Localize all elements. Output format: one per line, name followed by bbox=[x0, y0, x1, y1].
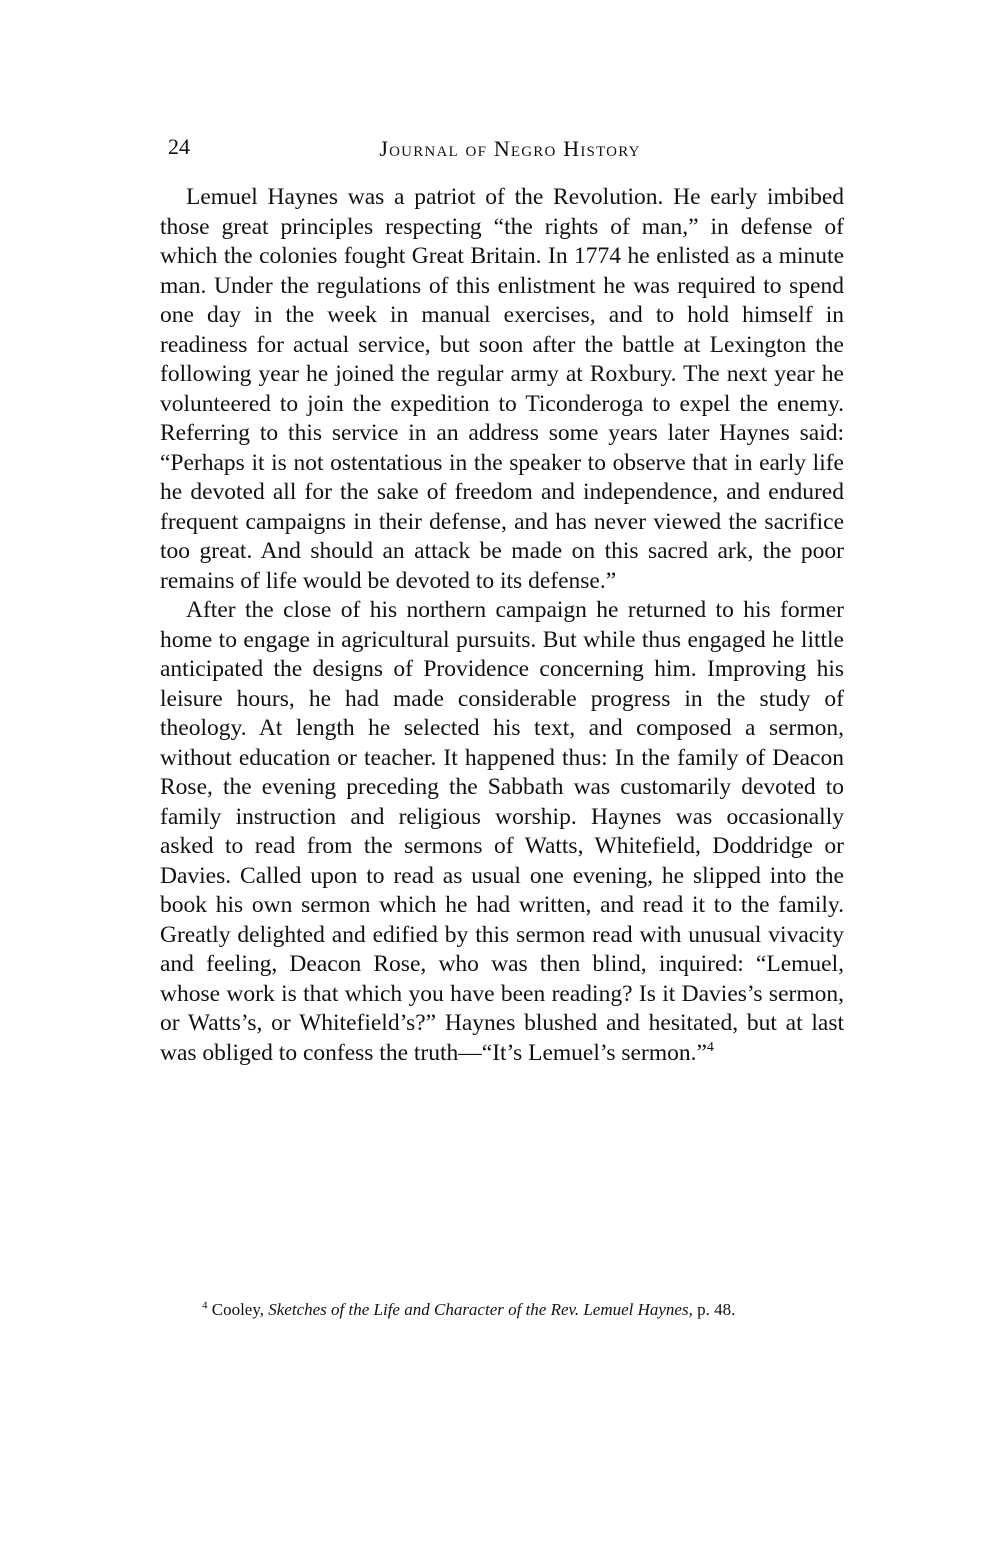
paragraph-1: Lemuel Haynes was a patriot of the Revolution. He early imbibed those great principles respecting “the rights of man,” in defense of which the colonies fought Great Britain. In 1774 he enlisted as a minute man. Under the regulations of this enlistment he was required to spend one day in the week in manual exercises, and to hold himself in readiness for actual service, but soon after the battle at Lexington the following year he joined the regular army at Roxbury. The next year he volunteered to join the expedition to Ticonderoga to expel the enemy. Referring to this service in an address some years later Haynes said: “Perhaps it is not ostentatious in the speaker to observe that in early life he devoted all for the sake of freedom and independence, and endured frequent campaigns in their defense, and has never viewed the sacrifice too great. And should an attack be made on this sacred ark, the poor remains of life would be devoted to its defense.” bbox=[160, 184, 844, 594]
footnote-title: Sketches of the Life and Character of the Rev. Lemuel Haynes, bbox=[268, 1300, 693, 1319]
footnote-author: Cooley, bbox=[211, 1300, 269, 1319]
paragraph-2 bbox=[160, 596, 844, 1068]
body-text bbox=[160, 183, 844, 1068]
footnote-marker: 4 bbox=[202, 1299, 208, 1312]
paragraph-2-text: After the close of his northern campaign he returned to his former home to engage in agricultural pursuits. But while thus engaged he little anticipated the designs of Providence concerning him. Improving his leisure hours, he had made considerable progress in the study of theology. At length he selected his text, and composed a sermon, without education or teacher. It happened thus: In the family of Deacon Rose, the evening preceding the Sabbath was customarily devoted to family instruction and religious worship. Haynes was occasionally asked to read from the sermons of Watts, Whitefield, Doddridge or Davies. Called upon to read as usual one evening, he slipped into the book his own sermon which he had written, and read it to the family. Greatly delighted and edified by this sermon read with unusual vivacity and feeling, Deacon Rose, who was then blind, inquired: “Lemuel, whose work is that which you have been reading? Is it Davies’s sermon, or Watts’s, or Whitefield’s?” Haynes blushed and hesitated, but at last was obliged to confess the truth—“It’s Lemuel’s sermon.” bbox=[160, 597, 844, 1066]
footnote bbox=[160, 1298, 844, 1322]
footnote-reference: 4 bbox=[706, 1039, 714, 1055]
running-head: Journal of Negro History bbox=[379, 136, 641, 161]
page-number: 24 bbox=[168, 134, 190, 159]
footnote-page: p. 48. bbox=[692, 1300, 736, 1319]
